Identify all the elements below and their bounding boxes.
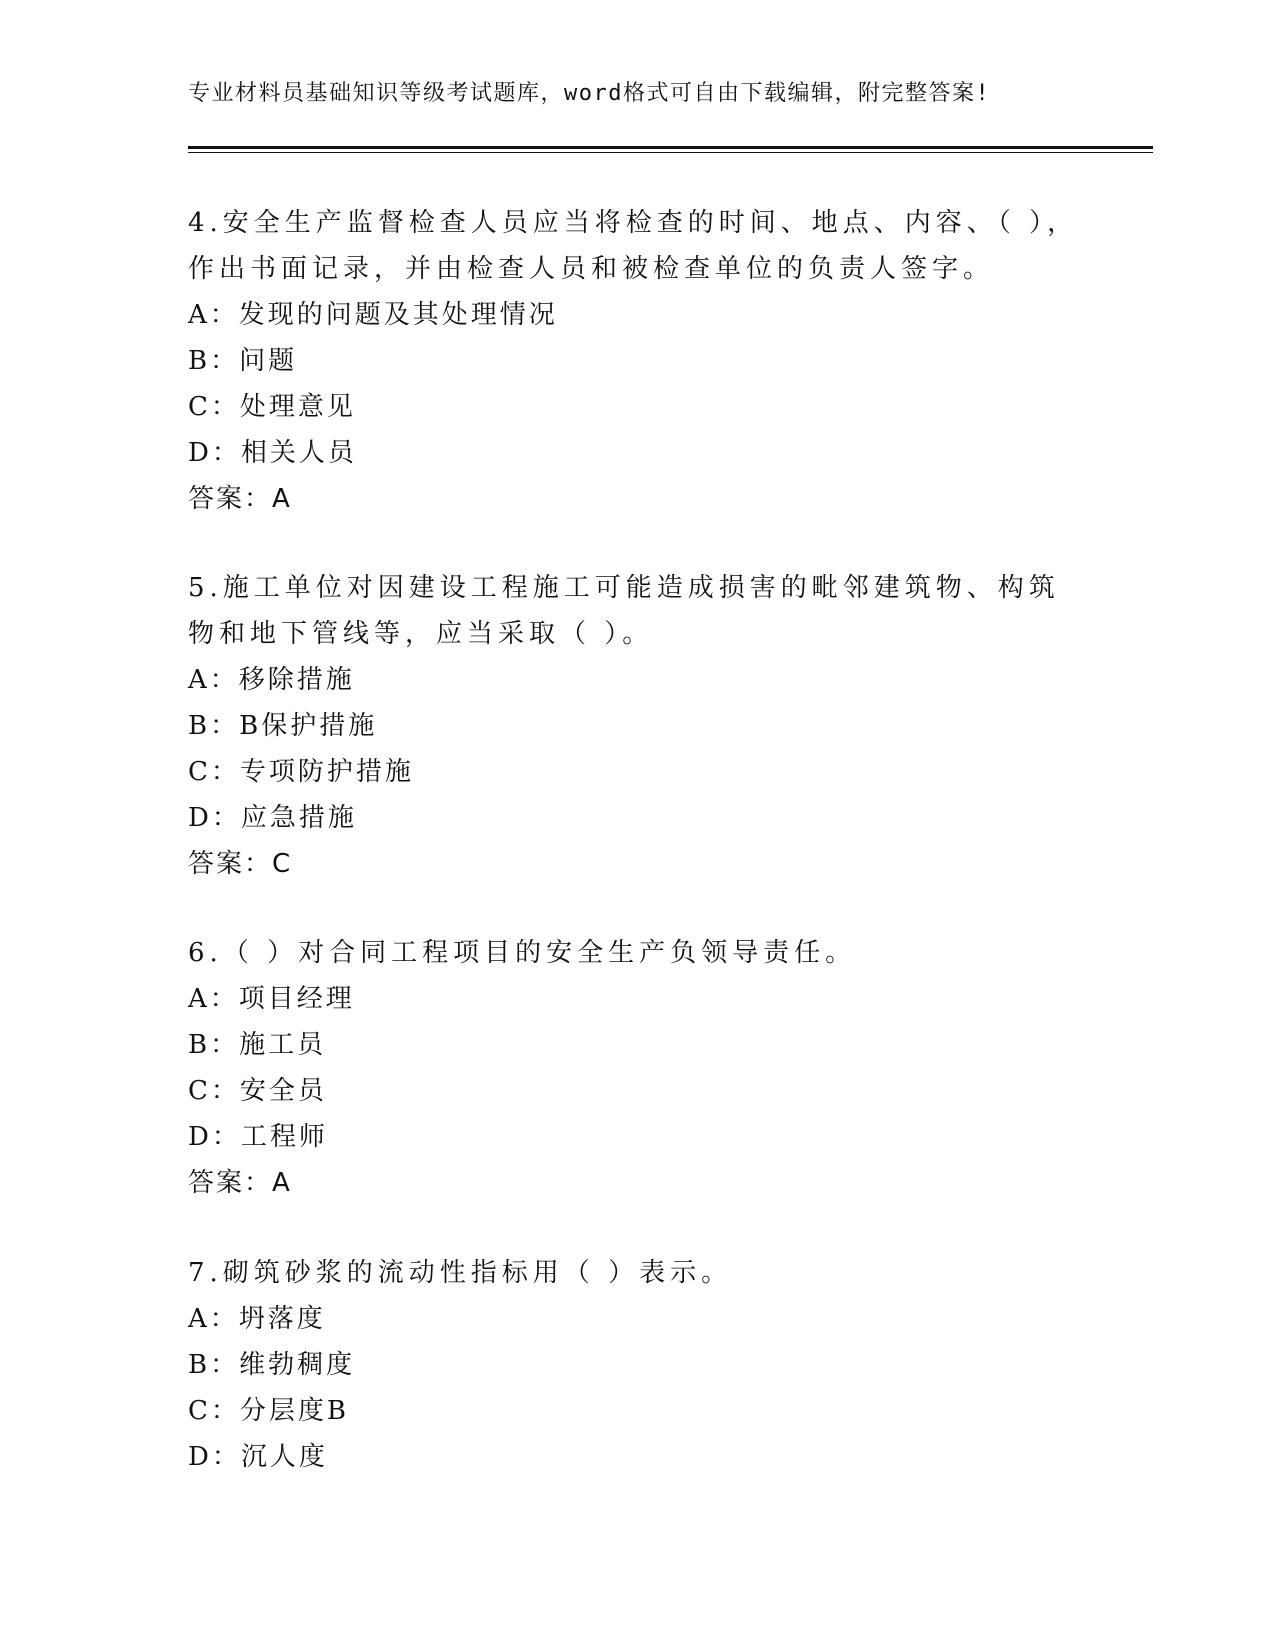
option-d: D：相关人员 (188, 438, 357, 468)
document-header: 专业材料员基础知识等级考试题库，word格式可自由下载编辑，附完整答案! (188, 81, 991, 106)
option-a: A：发现的问题及其处理情况 (188, 300, 558, 330)
question-6 (188, 930, 1088, 1206)
question-5 (188, 565, 1088, 887)
question-stem: 4.安全生产监督检查人员应当将检查的时间、地点、内容、（ ），作出书面记录，并由检查人员和被检查单位的负责人签字。 (188, 208, 1079, 284)
option-b: B：维勃稠度 (188, 1350, 356, 1380)
option-d: D：沉人度 (188, 1442, 328, 1472)
option-a: A：项目经理 (188, 984, 355, 1014)
option-b: B：问题 (188, 346, 298, 376)
answer-line: 答案：A (188, 484, 292, 514)
question-stem: 7.砌筑砂浆的流动性指标用（ ）表示。 (188, 1258, 733, 1288)
option-d: D：应急措施 (188, 803, 357, 833)
option-c: C：专项防护措施 (188, 757, 414, 787)
header-rule-thin (188, 152, 1153, 153)
option-d: D：工程师 (188, 1122, 328, 1152)
option-c: C：安全员 (188, 1076, 327, 1106)
header-rule-thick (188, 146, 1153, 149)
question-stem: 5.施工单位对因建设工程施工可能造成损害的毗邻建筑物、构筑物和地下管线等，应当采取（ ）。 (188, 573, 1060, 649)
answer-line: 答案：A (188, 1168, 292, 1198)
option-b: B：施工员 (188, 1030, 327, 1060)
option-b: B：B保护措施 (188, 711, 378, 741)
question-4 (188, 200, 1088, 522)
option-a: A：坍落度 (188, 1304, 326, 1334)
question-stem: 6.（ ）对合同工程项目的安全生产负领导责任。 (188, 938, 857, 968)
option-c: C：分层度B (188, 1396, 350, 1426)
question-7 (188, 1250, 1088, 1480)
option-a: A：移除措施 (188, 665, 355, 695)
option-c: C：处理意见 (188, 392, 356, 422)
answer-line: 答案：C (188, 849, 293, 879)
